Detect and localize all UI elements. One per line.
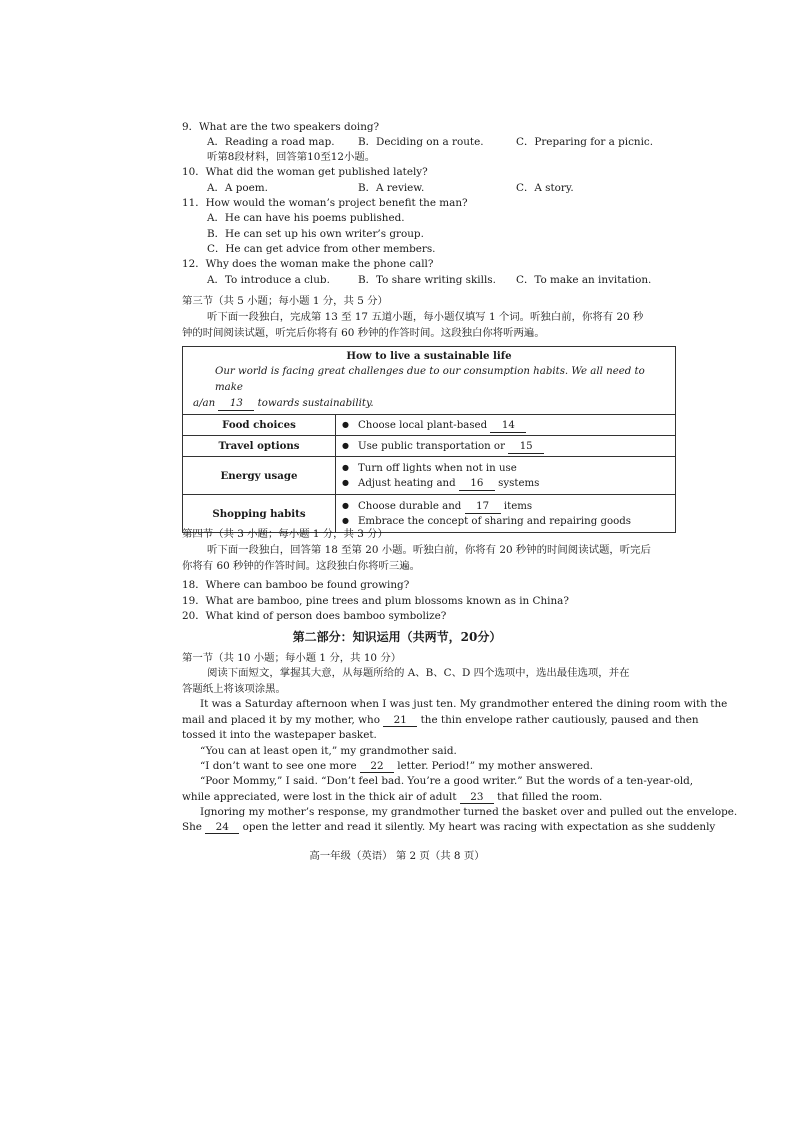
question-10-option-a: A．A poem. xyxy=(207,182,268,194)
food-bullet xyxy=(342,418,669,433)
passage-line-9 xyxy=(182,821,715,834)
question-11-stem: 11．How would the woman’s project benefit the man? xyxy=(182,197,468,209)
travel-text: Use public transportation or xyxy=(357,440,505,452)
shopping-text: Choose durable and xyxy=(357,500,462,512)
section-3-instruction-2: 钟的时间阅读试题，听完后你将有 60 秒钟的作答时间。这段独白你将听两遍。 xyxy=(182,327,545,339)
section-1-instruction-1: 阅读下面短文，掌握其大意，从每题所给的 A、B、C、D 四个选项中，选出最佳选项，并在 xyxy=(207,667,630,679)
question-18: 18．Where can bamboo be found growing? xyxy=(182,579,410,591)
food-text: Choose local plant-based xyxy=(357,419,488,431)
question-10-option-c: C．A story. xyxy=(516,182,574,194)
question-11-option-a: A．He can have his poems published. xyxy=(207,212,405,224)
energy-usage-cell xyxy=(336,457,676,495)
passage-text: open the letter and read it silently. My heart was racing with expectation as she suddenly xyxy=(242,821,716,833)
question-9-option-c: C．Preparing for a picnic. xyxy=(516,136,654,148)
section-1-instruction-2: 答题纸上将该项涂黑。 xyxy=(182,683,286,695)
blank-17: 17 xyxy=(465,501,501,514)
blank-22: 22 xyxy=(360,760,394,773)
section-4-instruction-2: 你将有 60 秒钟的作答时间。这段独白你将听三遍。 xyxy=(182,560,421,572)
shopping-bullet-1 xyxy=(342,499,669,514)
blank-16: 16 xyxy=(459,478,495,491)
part-2-heading: 第二部分：知识运用（共两节，20分） xyxy=(292,630,502,644)
energy-suffix: systems xyxy=(498,477,540,489)
question-12-option-b: B．To share writing skills. xyxy=(358,274,496,286)
section-3-instruction-1: 听下面一段独白，完成第 13 至 17 五道小题，每小题仅填写 1 个词。听独白前，你将有 20 秒 xyxy=(207,311,644,323)
blank-21: 21 xyxy=(383,714,417,727)
energy-usage-label: Energy usage xyxy=(183,457,336,495)
question-12-stem: 12．Why does the woman make the phone call? xyxy=(182,258,434,270)
shopping-bullet-2: ● Embrace the concept of sharing and repairing goods xyxy=(342,514,669,529)
passage-line-2 xyxy=(182,714,699,727)
passage-text: while appreciated, were lost in the thick air of adult xyxy=(182,791,457,803)
passage-line-3: tossed it into the wastepaper basket. xyxy=(182,729,377,741)
section-4-instruction-1: 听下面一段独白，回答第 18 至第 20 小题。听独白前，你将有 20 秒钟的时间阅读试题，听完后 xyxy=(207,544,651,556)
passage-line-8: Ignoring my mother’s response, my grandmother turned the basket over and pulled out the envelope. xyxy=(200,806,738,818)
question-10-option-b: B．A review. xyxy=(358,182,425,194)
table-row-shopping xyxy=(183,495,676,533)
travel-options-cell xyxy=(336,436,676,457)
passage-line-6: “Poor Mommy,” I said. “Don’t feel bad. You’re a good writer.” But the words of a ten-year-old, xyxy=(200,775,694,787)
question-12-option-a: A．To introduce a club. xyxy=(207,274,330,286)
passage-text: the thin envelope rather cautiously, paused and then xyxy=(420,714,699,726)
passage-line-1: It was a Saturday afternoon when I was just ten. My grandmother entered the dining room with the xyxy=(200,698,728,710)
passage-line-5 xyxy=(200,760,593,773)
food-choices-cell xyxy=(336,415,676,436)
intro-prefix: a/an xyxy=(193,398,216,409)
listening-note-8: 听第8段材料，回答第10至12小题。 xyxy=(207,151,376,163)
table-intro xyxy=(189,364,669,414)
shopping-habits-cell xyxy=(336,495,676,533)
section-4-title: 第四节（共 3 小题；每小题 1 分，共 3 分） xyxy=(182,528,388,540)
passage-text: She xyxy=(182,821,202,833)
table-intro-line-2 xyxy=(193,396,665,412)
energy-bullet-1: ● Turn off lights when not in use xyxy=(342,461,669,476)
question-9-option-b: B．Deciding on a route. xyxy=(358,136,484,148)
passage-line-7 xyxy=(182,791,602,804)
table-intro-line-1: Our world is facing great challenges due to our consumption habits. We all need to make xyxy=(215,366,645,393)
food-choices-label: Food choices xyxy=(183,415,336,436)
question-12-option-c: C．To make an invitation. xyxy=(516,274,652,286)
passage-line-4: “You can at least open it,” my grandmother said. xyxy=(200,745,457,757)
table-title: How to live a sustainable life xyxy=(346,350,512,362)
question-11-option-c: C．He can get advice from other members. xyxy=(207,243,436,255)
page-footer: 高一年级（英语） 第 2 页（共 8 页） xyxy=(309,850,485,862)
section-1-title: 第一节（共 10 小题；每小题 1 分，共 10 分） xyxy=(182,652,402,664)
question-10-stem: 10．What did the woman get published lately? xyxy=(182,166,428,178)
passage-text: letter. Period!” my mother answered. xyxy=(397,760,594,772)
blank-14: 14 xyxy=(490,420,526,433)
travel-options-label: Travel options xyxy=(183,436,336,457)
section-3-title: 第三节（共 5 小题；每小题 1 分，共 5 分） xyxy=(182,295,388,307)
shopping-suffix: items xyxy=(503,500,533,512)
blank-13: 13 xyxy=(218,398,254,411)
passage-text: mail and placed it by my mother, who xyxy=(182,714,380,726)
shopping-habits-label: Shopping habits xyxy=(183,495,336,533)
intro-suffix: towards sustainability. xyxy=(257,398,374,409)
travel-bullet xyxy=(342,439,669,454)
energy-bullet-2 xyxy=(342,476,669,491)
question-19: 19．What are bamboo, pine trees and plum blossoms known as in China? xyxy=(182,595,569,607)
question-11-option-b: B．He can set up his own writer’s group. xyxy=(207,228,424,240)
sustainable-life-table xyxy=(182,346,676,533)
table-row-energy xyxy=(183,457,676,495)
blank-24: 24 xyxy=(205,821,239,834)
table-header-cell xyxy=(183,347,676,415)
question-9-option-a: A．Reading a road map. xyxy=(207,136,335,148)
question-20: 20．What kind of person does bamboo symbolize? xyxy=(182,610,447,622)
passage-text: that filled the room. xyxy=(497,791,603,803)
blank-15: 15 xyxy=(508,441,544,454)
passage-text: “I don’t want to see one more xyxy=(200,760,357,772)
table-row-travel xyxy=(183,436,676,457)
energy-text: Adjust heating and xyxy=(357,477,456,489)
blank-23: 23 xyxy=(460,791,494,804)
table-row-food xyxy=(183,415,676,436)
question-9-stem: 9．What are the two speakers doing? xyxy=(182,121,380,133)
